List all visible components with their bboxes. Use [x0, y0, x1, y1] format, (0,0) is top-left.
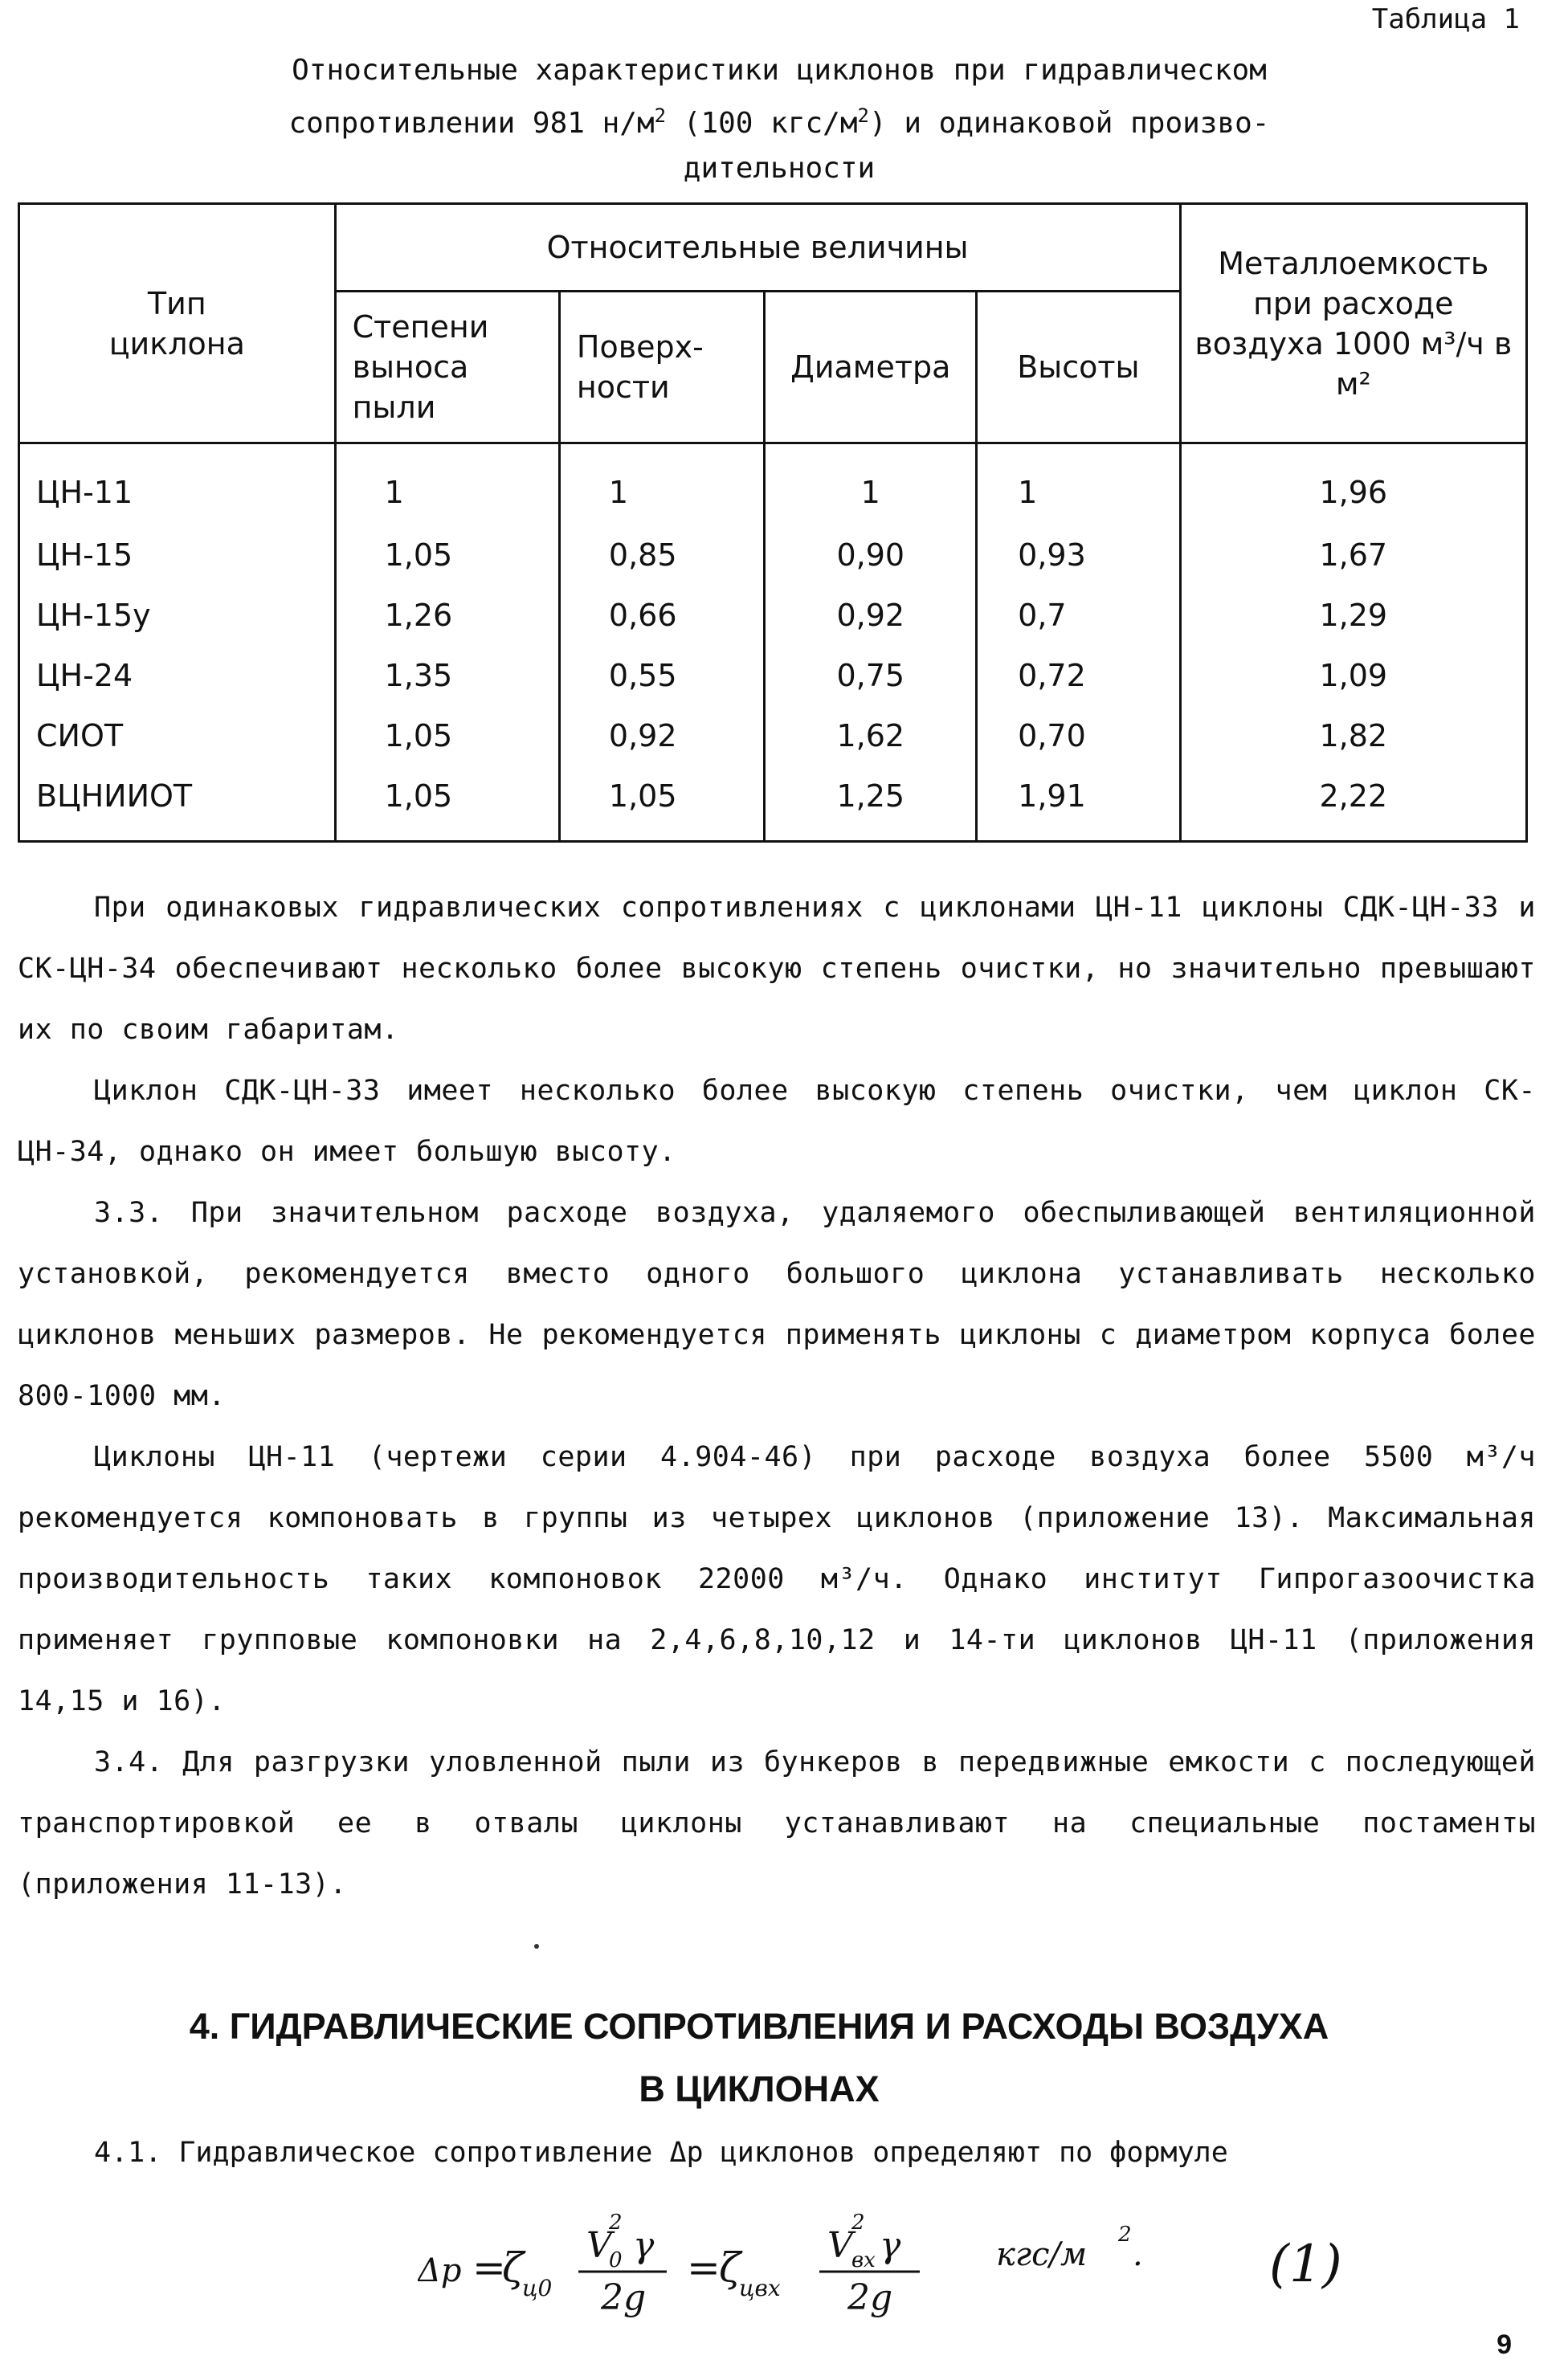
- cell-type: СИОТ: [19, 705, 336, 766]
- caption-line: сопротивлении 981 $н/м^2$ (100 кгс/$м^2$) и одинаковой произво-: [288, 104, 1270, 140]
- formula-units: кгс/м: [996, 2236, 1088, 2273]
- cell-diameter: 1,25: [765, 766, 977, 842]
- table-row: [19, 766, 1527, 842]
- formula-sq: 2: [609, 2211, 623, 2235]
- paragraph-4-1: 4.1. Гидравлическое сопротивление Δp циклонов определяют по формуле: [94, 2137, 1228, 2169]
- cell-height: 0,93: [977, 525, 1180, 585]
- cell-diameter: 0,92: [765, 585, 977, 645]
- table-label: Таблица 1: [1371, 3, 1520, 35]
- cell-dust: 1,35: [335, 645, 559, 705]
- body-text: [18, 877, 1536, 1915]
- cell-surface: 1,05: [559, 766, 764, 842]
- cell-diameter: 0,75: [765, 645, 977, 705]
- table-caption: [161, 48, 1398, 191]
- formula: [418, 2201, 1462, 2321]
- cell-height: 0,72: [977, 645, 1180, 705]
- cell-type: ЦН-24: [19, 645, 336, 705]
- formula-lhs: Δp: [418, 2252, 462, 2289]
- cell-type: ЦН-15: [19, 525, 336, 585]
- cell-surface: 1: [559, 443, 764, 525]
- header-type: Тип циклона: [19, 204, 336, 443]
- paragraph: Циклоны ЦН-11 (чертежи серии 4.904-46) при расходе воздуха более 5500 м³/ч рекомендуется компоновать в группы из четырех циклонов (приложение 13). Максимальная производительность таких компоновок 22000 м³/ч. Однако институт Гипрогазоочистка применяет групповые компоновки на 2,4,6,8,10,12 и 14-ти циклонов ЦН-11 (приложения 14,15 и 16).: [18, 1441, 1536, 1717]
- page-number: 9: [1497, 2329, 1512, 2360]
- header-metal: Металлоемкость при расходе воздуха 1000 м³/ч в м²: [1180, 204, 1526, 443]
- cell-height: 0,70: [977, 705, 1180, 766]
- formula-units-sup: 2: [1118, 2223, 1132, 2247]
- cyclone-table: [18, 202, 1528, 843]
- table-row: [19, 443, 1527, 525]
- header-group: Относительные величины: [335, 204, 1180, 292]
- stray-dot: [534, 1944, 539, 1949]
- cell-height: 1,91: [977, 766, 1180, 842]
- formula-zeta0-sub: ц0: [522, 2275, 553, 2301]
- section-heading: [48, 1995, 1470, 2121]
- cell-dust: 1,26: [335, 585, 559, 645]
- cell-dust: 1,05: [335, 705, 559, 766]
- cell-dust: 1,05: [335, 766, 559, 842]
- cell-surface: 0,66: [559, 585, 764, 645]
- cell-metal: 1,82: [1180, 705, 1526, 766]
- cell-type: ЦН-15у: [19, 585, 336, 645]
- cell-metal: 1,09: [1180, 645, 1526, 705]
- formula-zeta0: ζ: [502, 2244, 525, 2291]
- table-row: [19, 585, 1527, 645]
- cell-dust: 1: [335, 443, 559, 525]
- formula-units-dot: .: [1133, 2236, 1143, 2273]
- paragraph: Циклон СДК-ЦН-33 имеет несколько более высокую степень очистки, чем циклон СК-ЦН-34, однако он имеет большую высоту.: [18, 1075, 1536, 1168]
- cell-type: ВЦНИИОТ: [19, 766, 336, 842]
- header-height: Высоты: [977, 292, 1180, 443]
- formula-v0: V: [586, 2225, 612, 2266]
- formula-gamma: γ: [880, 2225, 901, 2266]
- formula-2g: 2g: [847, 2277, 893, 2318]
- cell-surface: 0,85: [559, 525, 764, 585]
- formula-vin: V: [827, 2225, 853, 2266]
- table-row: [19, 525, 1527, 585]
- formula-sq: 2: [851, 2211, 865, 2235]
- table-row: [19, 645, 1527, 705]
- cell-surface: 0,55: [559, 645, 764, 705]
- formula-eq: =: [687, 2244, 721, 2291]
- cell-type: ЦН-11: [19, 443, 336, 525]
- cell-diameter: 0,90: [765, 525, 977, 585]
- paragraph: 3.3. При значительном расходе воздуха, удаляемого обеспыливающей вентиляционной установкой, рекомендуется вместо одного большого циклона устанавливать несколько циклонов меньших размеров. Не рекомендуется применять циклоны с диаметром корпуса более 800-1000 мм.: [18, 1197, 1536, 1412]
- formula-vin-sub: вх: [851, 2248, 876, 2272]
- cell-diameter: 1,62: [765, 705, 977, 766]
- formula-2g: 2g: [601, 2277, 647, 2318]
- formula-gamma: γ: [633, 2225, 655, 2266]
- cell-surface: 0,92: [559, 705, 764, 766]
- heading-line: В ЦИКЛОНАХ: [639, 2068, 880, 2109]
- cell-diameter: 1: [765, 443, 977, 525]
- cell-metal: 1,67: [1180, 525, 1526, 585]
- paragraph: При одинаковых гидравлических сопротивлениях с циклонами ЦН-11 циклоны СДК-ЦН-33 и СК-ЦН-34 обеспечивают несколько более высокую степень очистки, но значительно превышают их по своим габаритам.: [18, 892, 1536, 1046]
- formula-zeta-in-sub: цвх: [739, 2275, 781, 2301]
- cell-dust: 1,05: [335, 525, 559, 585]
- formula-zeta-in: ζ: [719, 2244, 741, 2291]
- cell-metal: 2,22: [1180, 766, 1526, 842]
- header-diameter: Диаметра: [765, 292, 977, 443]
- header-surface: Поверх- ности: [559, 292, 764, 443]
- header-dust: Степени выноса пыли: [335, 292, 559, 443]
- formula-number: (1): [1269, 2235, 1342, 2294]
- formula-eq: =: [472, 2244, 506, 2291]
- paragraph: 3.4. Для разгрузки уловленной пыли из бункеров в передвижные емкости с последующей транспортировкой ее в отвалы циклоны устанавливают на специальные постаменты (приложения 11-13).: [18, 1746, 1536, 1901]
- cell-metal: 1,29: [1180, 585, 1526, 645]
- heading-line: 4. ГИДРАВЛИЧЕСКИЕ СОПРОТИВЛЕНИЯ И РАСХОДЫ ВОЗДУХА: [189, 2006, 1329, 2047]
- caption-line: дительности: [683, 152, 876, 185]
- cell-height: 1: [977, 443, 1180, 525]
- cell-metal: 1,96: [1180, 443, 1526, 525]
- formula-v0-sub: 0: [609, 2248, 623, 2272]
- cell-height: 0,7: [977, 585, 1180, 645]
- table-row: [19, 705, 1527, 766]
- caption-line: Относительные характеристики циклонов при гидравлическом: [292, 54, 1267, 87]
